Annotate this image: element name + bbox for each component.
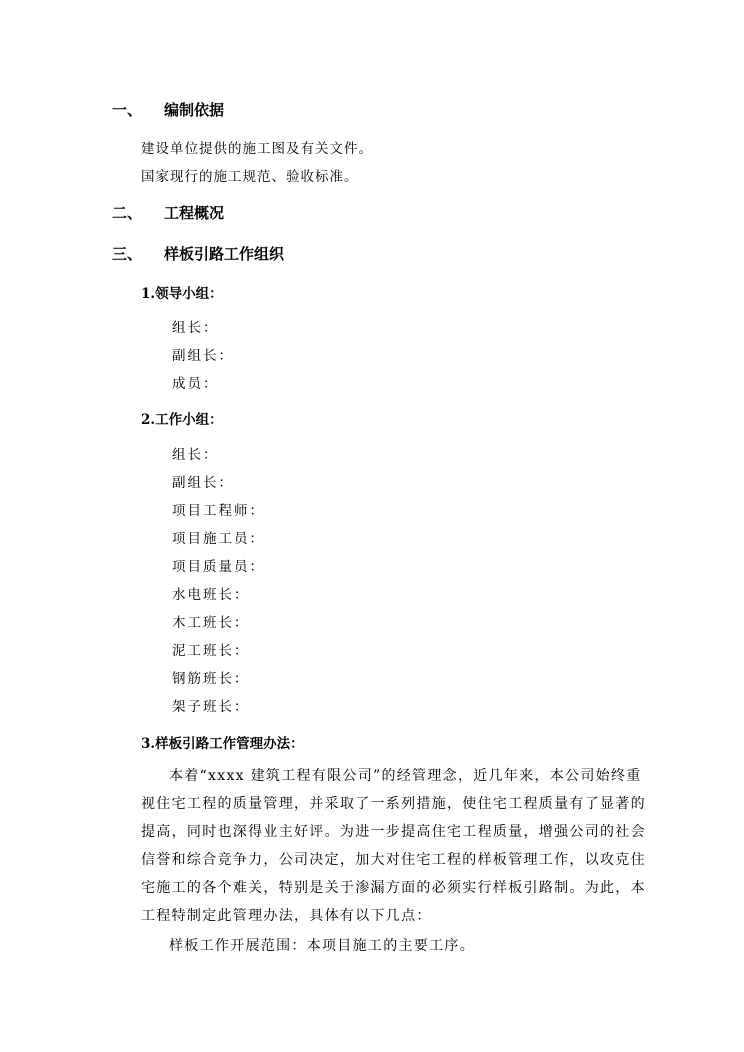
working-item: 项目工程师：	[172, 503, 265, 519]
scope-line: 样板工作开展范围：本项目施工的主要工序。	[169, 938, 475, 954]
paragraph-line: 视住宅工程的质量管理，并采取了一系列措施，使住宅工程质量有了显著的	[141, 796, 646, 812]
working-item: 项目质量员：	[172, 559, 265, 575]
section-heading-1	[112, 99, 224, 120]
leadership-item: 组长：	[172, 320, 219, 336]
section-heading-3	[112, 243, 284, 264]
working-item: 钢筋班长：	[172, 671, 250, 687]
management-heading: 3.样板引路工作管理办法：	[141, 736, 304, 752]
leadership-item: 副组长：	[172, 348, 234, 364]
working-item: 项目施工员：	[172, 531, 265, 547]
section-title: 工程概况	[164, 204, 225, 222]
working-item: 架子班长：	[172, 699, 250, 715]
section-number: 二、	[112, 204, 143, 222]
leadership-group-heading: 1.领导小组：	[141, 286, 223, 302]
paragraph-line: 宅施工的各个难关，特别是关于渗漏方面的必须实行样板引路制。为此，本	[141, 880, 646, 896]
paragraph-line: 信誉和综合竞争力，公司决定，加大对住宅工程的样板管理工作，以攻克住	[141, 852, 646, 868]
working-item: 水电班长：	[172, 587, 250, 603]
paragraph-line: 工程特制定此管理办法，具体有以下几点：	[141, 908, 432, 924]
working-group-heading: 2.工作小组：	[141, 412, 223, 428]
section-heading-2	[112, 202, 224, 223]
working-item: 组长：	[172, 447, 219, 463]
section-title: 编制依据	[164, 101, 225, 119]
section-number: 一、	[112, 101, 143, 119]
management-paragraph	[141, 762, 646, 930]
paragraph-line: 本着“xxxx 建筑工程有限公司”的经管理念，近几年来，本公司始终重	[169, 768, 642, 784]
section-number: 三、	[112, 245, 143, 263]
working-item: 木工班长：	[172, 615, 250, 631]
leadership-item: 成员：	[172, 376, 219, 392]
working-item: 泥工班长：	[172, 643, 250, 659]
basis-line-2: 国家现行的施工规范、验收标准。	[141, 169, 359, 185]
section-title: 样板引路工作组织	[164, 245, 285, 263]
basis-line-1: 建设单位提供的施工图及有关文件。	[141, 141, 373, 157]
paragraph-line: 提高，同时也深得业主好评。为进一步提高住宅工程质量，增强公司的社会	[141, 824, 646, 840]
working-item: 副组长：	[172, 475, 234, 491]
